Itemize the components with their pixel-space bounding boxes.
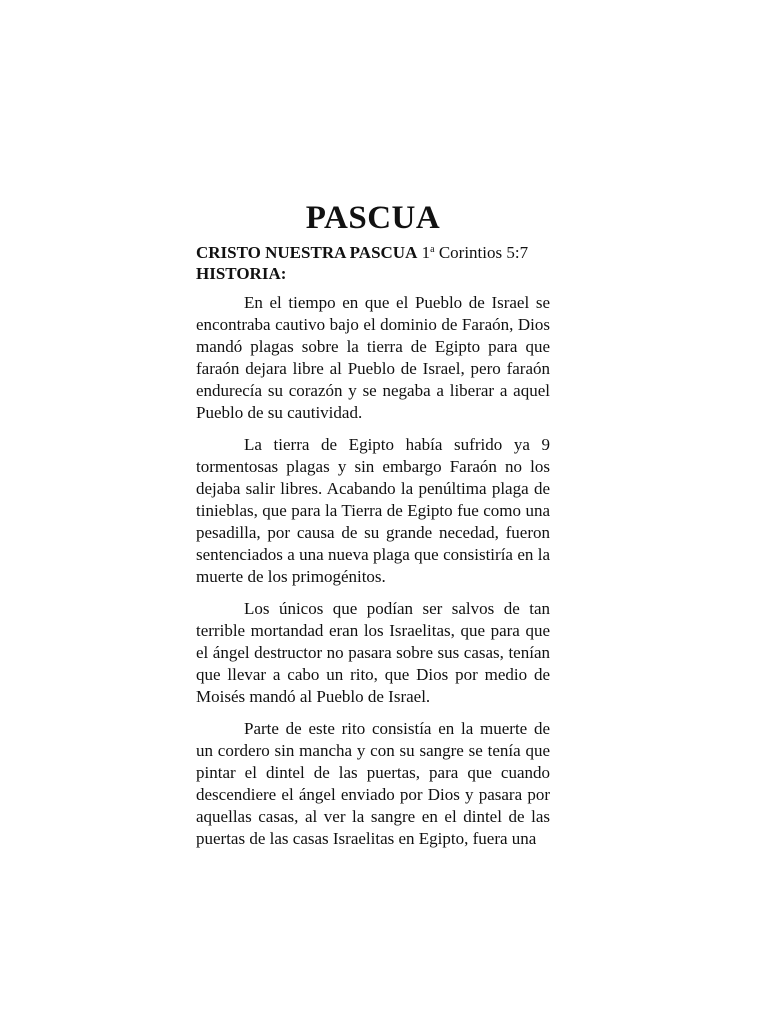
paragraph-3: Los únicos que podían ser salvos de tan terrible mortandad eran los Israelitas, que para que el ángel destructor no pasara sobre sus casas, tenían que llevar a cabo un rito, que Dios por medio de Moisés mandó al Pueblo de Israel. [196,599,550,706]
reference-ordinal: a [430,244,435,255]
document-page [196,196,550,860]
reference-text: Corintios 5:7 [438,243,529,262]
paragraph-1: En el tiempo en que el Pueblo de Israel se encontraba cautivo bajo el dominio de Faraón, Dios mandó plagas sobre la tierra de Egipto para que faraón dejara libre al Pueblo de Israel, pero faraón endurecía su corazón y se negaba a liberar a aquel Pueblo de su cautividad. [196,293,550,422]
paragraph-4: Parte de este rito consistía en la muerte de un cordero sin mancha y con su sangre se tenía que pintar el dintel de las puertas, para que cuando descendiere el ángel enviado por Dios y pasara por aquellas casas, al ver la sangre en el dintel de las puertas de las casas Israelitas en Egipto, fuera una [196,719,550,848]
section-heading: HISTORIA: [196,264,287,283]
paragraph-2: La tierra de Egipto había sufrido ya 9 tormentosas plagas y sin embargo Faraón no los dejaba salir libres. Acabando la penúltima plaga de tinieblas, que para la Tierra de Egipto fue como una pesadilla, por causa de su grande necedad, fueron sentenciados a una nueva plaga que consistiría en la muerte de los primogénitos. [196,435,550,586]
document-title: PASCUA [305,200,441,236]
reference-number: 1 [421,243,431,262]
subtitle-line [196,242,550,263]
subtitle-bold-text: CRISTO NUESTRA PASCUA [196,243,418,262]
